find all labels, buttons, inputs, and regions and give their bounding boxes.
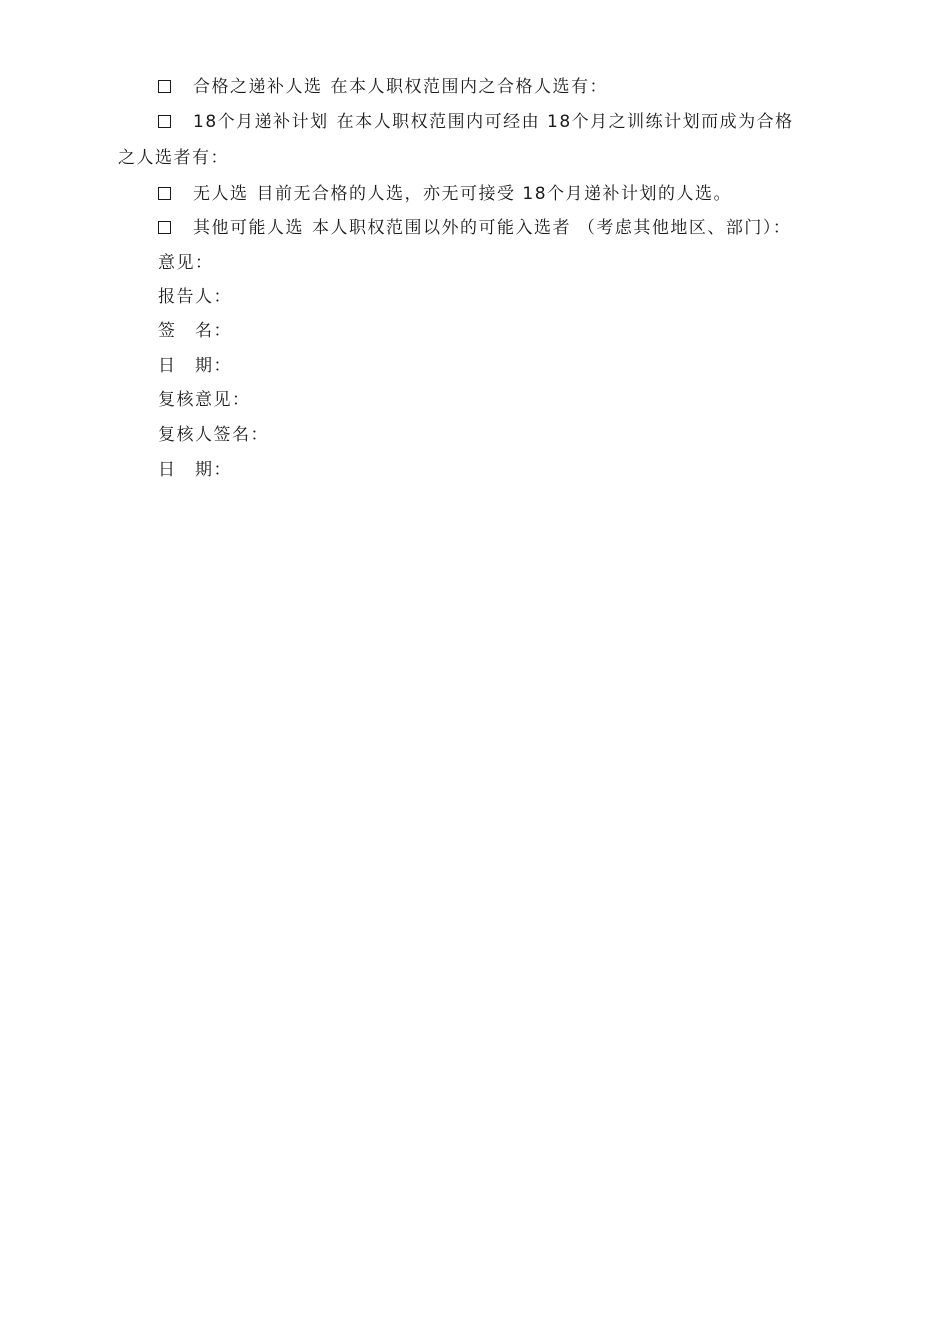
opinion-label: 意见： (158, 253, 214, 273)
option-description: 目前无合格的人选，亦无可接受 18个月递补计划的人选。 (256, 184, 733, 204)
option-qualified-successor (158, 77, 608, 97)
18-month-plan-checkbox[interactable] (158, 115, 171, 128)
option-description: 在本人职权范围内之合格人选有： (330, 77, 608, 97)
option-title: 合格之递补人选 (193, 77, 323, 97)
date-label: 日 期： (158, 356, 232, 376)
other-candidate-checkbox[interactable] (158, 221, 171, 234)
option-title: 无人选 (193, 184, 249, 204)
option-title: 18个月递补计划 (193, 112, 329, 132)
option-description: 本人职权范围以外的可能入选者 （考虑其他地区、部门）： (312, 218, 792, 238)
option-18-month-plan (158, 112, 794, 132)
option-description: 在本人职权范围内可经由 18个月之训练计划而成为合格 (336, 112, 794, 132)
signature-label: 签 名： (158, 321, 232, 341)
reviewer-signature-label: 复核人签名： (158, 425, 269, 445)
review-opinion-label: 复核意见： (158, 390, 251, 410)
option-18-month-plan-continued: 之人选者有： (118, 148, 229, 168)
no-candidate-checkbox[interactable] (158, 187, 171, 200)
qualified-successor-checkbox[interactable] (158, 80, 171, 93)
reporter-label: 报告人： (158, 287, 232, 307)
option-other-candidate (158, 218, 791, 238)
option-no-candidate (158, 184, 732, 204)
option-title: 其他可能人选 (193, 218, 304, 238)
review-date-label: 日 期： (158, 460, 232, 480)
